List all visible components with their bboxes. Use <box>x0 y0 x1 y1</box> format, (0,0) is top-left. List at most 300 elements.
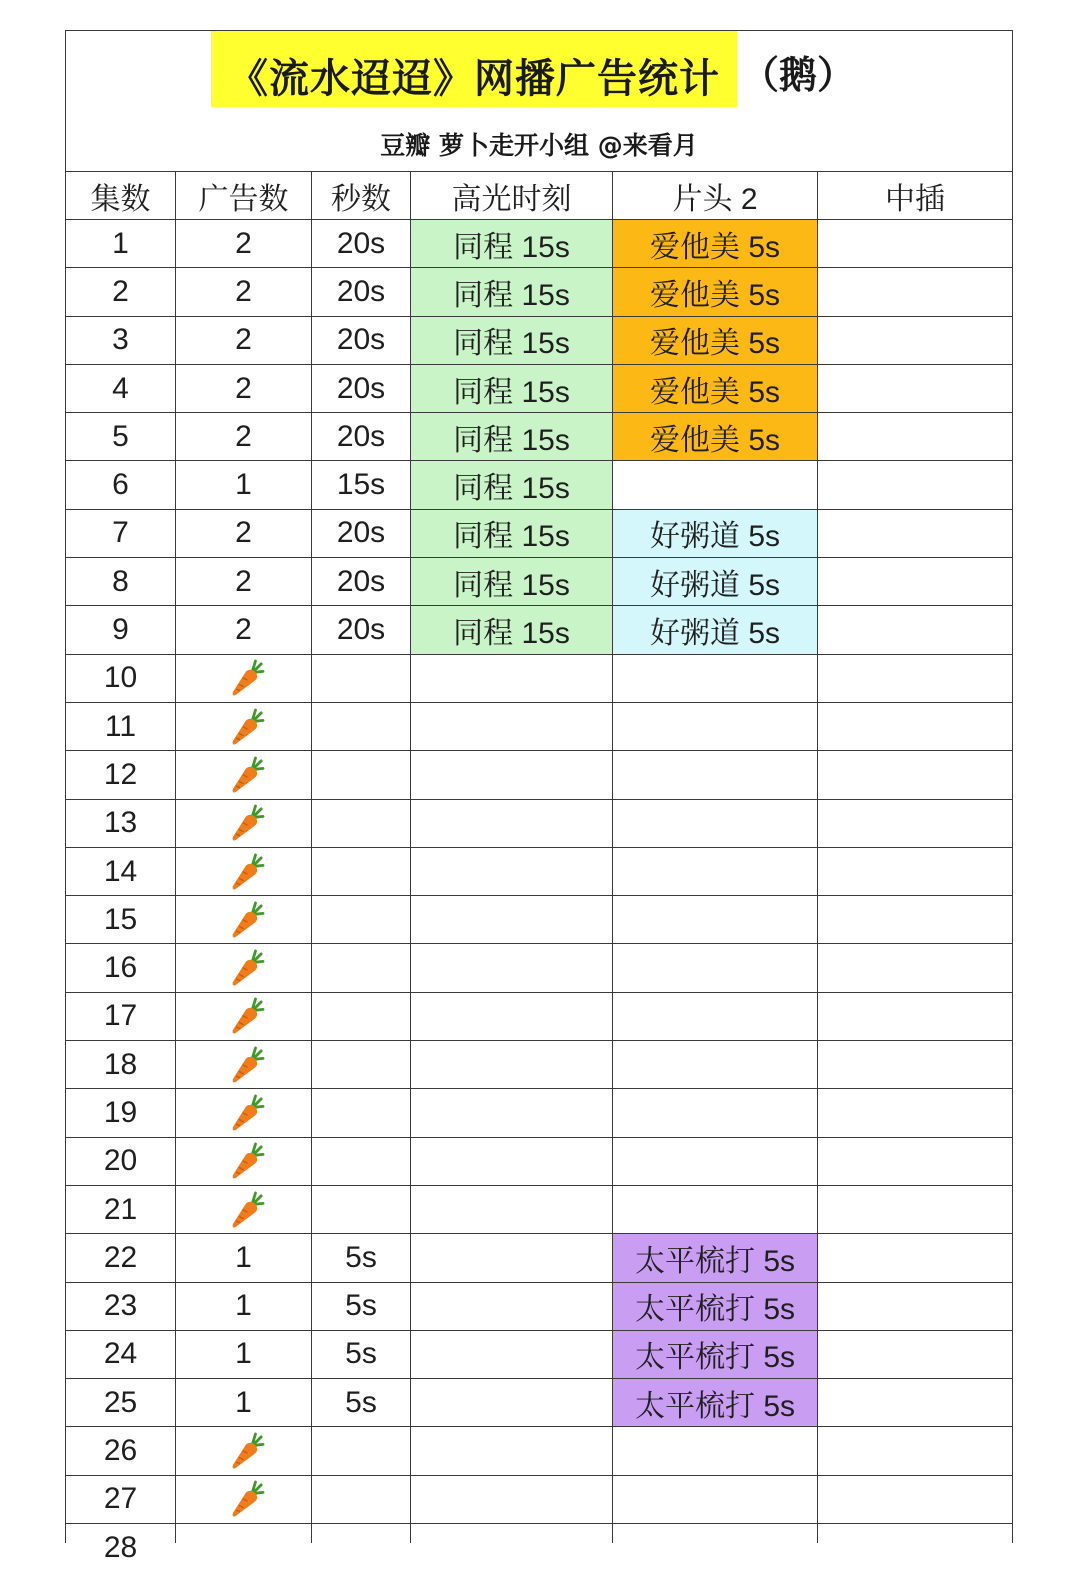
table-row <box>65 1089 1013 1137</box>
ad-count-cell <box>176 1138 312 1186</box>
seconds-value: 20s <box>336 226 386 260</box>
highlight-cell <box>411 558 613 606</box>
table-row <box>65 1379 1013 1427</box>
seconds-value: 20s <box>336 419 386 453</box>
episode-value: 16 <box>103 951 138 985</box>
table-row <box>65 220 1013 268</box>
table-row <box>65 1234 1013 1282</box>
ad-count-value: 2 <box>235 226 252 260</box>
seconds-cell <box>312 703 411 751</box>
table-row <box>65 1186 1013 1234</box>
episode-value: 26 <box>103 1434 138 1468</box>
mid-roll-cell <box>818 461 1013 509</box>
ad-count-cell <box>176 1283 312 1331</box>
mid-roll-cell <box>818 510 1013 558</box>
episode-value: 8 <box>112 564 129 598</box>
highlight-cell <box>411 1138 613 1186</box>
ad-count-value: 1 <box>235 468 252 502</box>
carrot-icon <box>230 804 264 842</box>
episode-cell <box>65 1089 176 1137</box>
ad-count-cell <box>176 1379 312 1427</box>
title-suffix: （鹅） <box>741 53 856 97</box>
opening-2-cell <box>613 606 818 654</box>
opening-2-value: 好粥道 5s <box>649 617 781 651</box>
episode-cell <box>65 1379 176 1427</box>
ad-count-cell <box>176 413 312 461</box>
title-highlight <box>211 31 737 107</box>
opening-2-cell <box>613 413 818 461</box>
carrot-leaves <box>252 710 262 721</box>
carrot-icon <box>230 997 264 1035</box>
seconds-cell <box>312 800 411 848</box>
ad-count-value: 1 <box>235 1289 252 1323</box>
episode-value: 19 <box>103 1095 138 1129</box>
highlight-cell <box>411 1234 613 1282</box>
ad-count-cell <box>176 268 312 316</box>
mid-roll-cell <box>818 558 1013 606</box>
mid-roll-cell <box>818 848 1013 896</box>
episode-cell <box>65 220 176 268</box>
opening-2-cell <box>613 1476 818 1524</box>
table-row <box>65 800 1013 848</box>
ad-count-cell <box>176 993 312 1041</box>
opening-2-cell <box>613 317 818 365</box>
highlight-cell <box>411 655 613 703</box>
episode-value: 24 <box>103 1337 138 1371</box>
ad-count-cell <box>176 317 312 365</box>
opening-2-value: 爱他美 5s <box>649 230 781 264</box>
episode-cell <box>65 1041 176 1089</box>
highlight-cell <box>411 317 613 365</box>
table-row <box>65 993 1013 1041</box>
carrot-icon <box>230 1432 264 1470</box>
seconds-cell <box>312 317 411 365</box>
table-row <box>65 896 1013 944</box>
episode-cell <box>65 1283 176 1331</box>
opening-2-value: 爱他美 5s <box>649 327 781 361</box>
opening-2-cell <box>613 365 818 413</box>
opening-2-cell <box>613 1379 818 1427</box>
seconds-value: 20s <box>336 371 386 405</box>
episode-value: 20 <box>103 1144 138 1178</box>
table-row <box>65 1138 1013 1186</box>
seconds-value: 5s <box>345 1240 377 1274</box>
title-block <box>65 30 1013 172</box>
opening-2-cell <box>613 1186 818 1234</box>
seconds-cell <box>312 1089 411 1137</box>
ad-count-cell <box>176 800 312 848</box>
carrot-leaves <box>252 661 262 672</box>
ad-count-value: 1 <box>235 1337 252 1371</box>
ad-count-cell <box>176 655 312 703</box>
ad-count-value: 2 <box>235 371 252 405</box>
opening-2-cell <box>613 655 818 703</box>
opening-2-cell <box>613 751 818 799</box>
mid-roll-cell <box>818 896 1013 944</box>
ad-count-cell <box>176 1524 312 1543</box>
ad-count-cell <box>176 558 312 606</box>
table-row <box>65 1476 1013 1524</box>
highlight-value: 同程 15s <box>453 617 570 651</box>
highlight-cell <box>411 896 613 944</box>
seconds-cell <box>312 1331 411 1379</box>
carrot-leaves <box>252 1482 262 1493</box>
carrot-icon <box>230 1191 264 1229</box>
carrot-leaves <box>252 806 262 817</box>
highlight-cell <box>411 1186 613 1234</box>
episode-value: 3 <box>112 323 129 357</box>
carrot-icon <box>230 1142 264 1180</box>
highlight-cell <box>411 413 613 461</box>
opening-2-cell <box>613 1089 818 1137</box>
table-row <box>65 944 1013 992</box>
ad-count-value: 1 <box>235 1385 252 1419</box>
carrot-leaves <box>252 951 262 962</box>
ad-count-cell <box>176 1041 312 1089</box>
highlight-cell <box>411 751 613 799</box>
episode-value: 2 <box>112 274 129 308</box>
carrot-body <box>232 1443 257 1469</box>
carrot-leaves <box>252 903 262 914</box>
opening-2-cell <box>613 944 818 992</box>
episode-value: 6 <box>112 468 129 502</box>
seconds-value: 20s <box>336 613 386 647</box>
seconds-cell <box>312 413 411 461</box>
carrot-leaves <box>252 855 262 866</box>
table-row <box>65 655 1013 703</box>
mid-roll-cell <box>818 413 1013 461</box>
seconds-value: 20s <box>336 274 386 308</box>
header-highlight: 高光时刻 <box>411 172 613 220</box>
opening-2-cell <box>613 1041 818 1089</box>
mid-roll-cell <box>818 1234 1013 1282</box>
opening-2-cell <box>613 268 818 316</box>
opening-2-value: 太平梳打 5s <box>634 1244 796 1278</box>
seconds-cell <box>312 1138 411 1186</box>
table-row <box>65 751 1013 799</box>
ad-count-cell <box>176 461 312 509</box>
table-header-row <box>65 172 1013 220</box>
header-ad-count: 广告数 <box>176 172 312 220</box>
table-row <box>65 1331 1013 1379</box>
ad-count-cell <box>176 751 312 799</box>
highlight-value: 同程 15s <box>453 375 570 409</box>
ad-count-cell <box>176 1331 312 1379</box>
opening-2-cell <box>613 1138 818 1186</box>
highlight-cell <box>411 1427 613 1475</box>
mid-roll-cell <box>818 1283 1013 1331</box>
episode-value: 13 <box>103 806 138 840</box>
episode-cell <box>65 365 176 413</box>
seconds-cell <box>312 1186 411 1234</box>
highlight-value: 同程 15s <box>453 230 570 264</box>
episode-cell <box>65 1186 176 1234</box>
episode-cell <box>65 558 176 606</box>
seconds-value: 20s <box>336 516 386 550</box>
highlight-cell <box>411 510 613 558</box>
carrot-icon <box>230 1046 264 1084</box>
seconds-cell <box>312 896 411 944</box>
opening-2-value: 太平梳打 5s <box>634 1389 796 1423</box>
seconds-cell <box>312 1379 411 1427</box>
table-row <box>65 461 1013 509</box>
seconds-cell <box>312 1476 411 1524</box>
episode-value: 18 <box>103 1047 138 1081</box>
highlight-value: 同程 15s <box>453 568 570 602</box>
ad-count-cell <box>176 1427 312 1475</box>
seconds-cell <box>312 993 411 1041</box>
ad-count-cell <box>176 1186 312 1234</box>
opening-2-cell <box>613 510 818 558</box>
opening-2-cell <box>613 220 818 268</box>
ad-count-value: 2 <box>235 419 252 453</box>
episode-cell <box>65 413 176 461</box>
carrot-body <box>232 718 257 744</box>
episode-value: 12 <box>103 757 138 791</box>
ad-count-value: 2 <box>235 274 252 308</box>
table-row <box>65 413 1013 461</box>
seconds-value: 5s <box>345 1385 377 1419</box>
carrot-body <box>232 767 257 793</box>
opening-2-cell <box>613 800 818 848</box>
opening-2-cell <box>613 461 818 509</box>
highlight-value: 同程 15s <box>453 327 570 361</box>
carrot-leaves <box>252 1193 262 1204</box>
header-mid-roll: 中插 <box>818 172 1013 220</box>
opening-2-value: 爱他美 5s <box>649 278 781 312</box>
seconds-cell <box>312 558 411 606</box>
mid-roll-cell <box>818 1427 1013 1475</box>
opening-2-cell <box>613 1283 818 1331</box>
episode-cell <box>65 1331 176 1379</box>
seconds-cell <box>312 268 411 316</box>
episode-value: 23 <box>103 1289 138 1323</box>
ad-count-cell <box>176 896 312 944</box>
carrot-body <box>232 912 257 938</box>
opening-2-cell <box>613 1524 818 1543</box>
seconds-cell <box>312 510 411 558</box>
seconds-cell <box>312 655 411 703</box>
ad-count-cell <box>176 1476 312 1524</box>
episode-cell <box>65 1234 176 1282</box>
carrot-icon <box>230 1094 264 1132</box>
episode-value: 17 <box>103 999 138 1033</box>
carrot-icon <box>230 756 264 794</box>
seconds-value: 20s <box>336 564 386 598</box>
table-row <box>65 1427 1013 1475</box>
table-body <box>65 220 1013 1565</box>
highlight-cell <box>411 1089 613 1137</box>
opening-2-cell <box>613 993 818 1041</box>
seconds-cell <box>312 1041 411 1089</box>
ad-count-cell <box>176 848 312 896</box>
opening-2-value: 好粥道 5s <box>649 520 781 554</box>
header-seconds: 秒数 <box>312 172 411 220</box>
table-row <box>65 317 1013 365</box>
mid-roll-cell <box>818 751 1013 799</box>
carrot-body <box>232 960 257 986</box>
episode-cell <box>65 751 176 799</box>
mid-roll-cell <box>818 993 1013 1041</box>
table-row <box>65 848 1013 896</box>
carrot-icon <box>230 659 264 697</box>
highlight-cell <box>411 461 613 509</box>
episode-cell <box>65 800 176 848</box>
highlight-cell <box>411 1379 613 1427</box>
highlight-cell <box>411 848 613 896</box>
opening-2-cell <box>613 703 818 751</box>
carrot-body <box>232 1201 257 1227</box>
mid-roll-cell <box>818 606 1013 654</box>
header-episode: 集数 <box>65 172 176 220</box>
highlight-cell <box>411 800 613 848</box>
carrot-body <box>232 815 257 841</box>
carrot-leaves <box>252 999 262 1010</box>
carrot-icon <box>230 853 264 891</box>
episode-value: 11 <box>104 709 137 743</box>
episode-value: 10 <box>103 661 138 695</box>
episode-value: 22 <box>103 1240 138 1274</box>
episode-value: 9 <box>112 613 129 647</box>
seconds-cell <box>312 220 411 268</box>
opening-2-cell <box>613 558 818 606</box>
highlight-cell <box>411 220 613 268</box>
episode-value: 7 <box>112 516 129 550</box>
ad-count-cell <box>176 944 312 992</box>
subtitle: 豆瓣 萝卜走开小组 @来看月 <box>380 131 698 160</box>
ad-count-value: 2 <box>235 323 252 357</box>
mid-roll-cell <box>818 655 1013 703</box>
mid-roll-cell <box>818 317 1013 365</box>
mid-roll-cell <box>818 1379 1013 1427</box>
mid-roll-cell <box>818 1186 1013 1234</box>
ad-count-cell <box>176 1089 312 1137</box>
highlight-cell <box>411 606 613 654</box>
ad-count-cell <box>176 510 312 558</box>
episode-cell <box>65 655 176 703</box>
carrot-icon <box>230 901 264 939</box>
ad-count-cell <box>176 220 312 268</box>
episode-cell <box>65 944 176 992</box>
carrot-leaves <box>252 1048 262 1059</box>
episode-cell <box>65 1476 176 1524</box>
table-row <box>65 365 1013 413</box>
episode-value: 1 <box>112 226 129 260</box>
episode-value: 4 <box>112 371 129 405</box>
carrot-icon <box>230 949 264 987</box>
carrot-icon <box>230 1480 264 1518</box>
episode-cell <box>65 703 176 751</box>
highlight-cell <box>411 1524 613 1543</box>
episode-cell <box>65 1524 176 1565</box>
opening-2-cell <box>613 1331 818 1379</box>
page-title: 《流水迢迢》网播广告统计 <box>228 55 720 102</box>
opening-2-value: 太平梳打 5s <box>634 1341 796 1375</box>
highlight-value: 同程 15s <box>453 472 570 506</box>
table-row <box>65 268 1013 316</box>
seconds-cell <box>312 1524 411 1543</box>
highlight-cell <box>411 944 613 992</box>
seconds-value: 5s <box>345 1337 377 1371</box>
episode-value: 28 <box>103 1531 138 1565</box>
ad-count-cell <box>176 606 312 654</box>
episode-cell <box>65 1138 176 1186</box>
ad-count-cell <box>176 1234 312 1282</box>
mid-roll-cell <box>818 1524 1013 1543</box>
mid-roll-cell <box>818 800 1013 848</box>
seconds-cell <box>312 848 411 896</box>
ad-count-cell <box>176 703 312 751</box>
highlight-cell <box>411 1331 613 1379</box>
episode-cell <box>65 461 176 509</box>
mid-roll-cell <box>818 268 1013 316</box>
seconds-cell <box>312 1427 411 1475</box>
seconds-cell <box>312 1283 411 1331</box>
carrot-leaves <box>252 758 262 769</box>
episode-cell <box>65 317 176 365</box>
episode-cell <box>65 896 176 944</box>
ad-stats-table <box>65 30 1013 1565</box>
episode-cell <box>65 268 176 316</box>
ad-count-cell <box>176 365 312 413</box>
episode-value: 27 <box>103 1482 138 1516</box>
opening-2-cell <box>613 848 818 896</box>
seconds-cell <box>312 944 411 992</box>
mid-roll-cell <box>818 1089 1013 1137</box>
highlight-cell <box>411 268 613 316</box>
carrot-leaves <box>252 1434 262 1445</box>
ad-count-value: 2 <box>235 516 252 550</box>
seconds-cell <box>312 1234 411 1282</box>
highlight-cell <box>411 365 613 413</box>
carrot-icon <box>230 708 264 746</box>
episode-value: 14 <box>103 854 138 888</box>
carrot-body <box>232 863 257 889</box>
seconds-value: 5s <box>345 1289 377 1323</box>
table-row <box>65 606 1013 654</box>
opening-2-value: 爱他美 5s <box>649 423 781 457</box>
mid-roll-cell <box>818 1041 1013 1089</box>
seconds-cell <box>312 606 411 654</box>
opening-2-cell <box>613 1234 818 1282</box>
opening-2-value: 爱他美 5s <box>649 375 781 409</box>
seconds-cell <box>312 751 411 799</box>
highlight-cell <box>411 1041 613 1089</box>
episode-value: 15 <box>103 902 138 936</box>
opening-2-value: 好粥道 5s <box>649 568 781 602</box>
ad-count-value: 2 <box>235 613 252 647</box>
highlight-value: 同程 15s <box>453 423 570 457</box>
episode-value: 5 <box>112 419 129 453</box>
opening-2-cell <box>613 896 818 944</box>
carrot-body <box>232 1008 257 1034</box>
ad-count-value: 2 <box>235 564 252 598</box>
ad-count-value: 1 <box>235 1240 252 1274</box>
carrot-body <box>232 1153 257 1179</box>
seconds-cell <box>312 365 411 413</box>
episode-cell <box>65 1427 176 1475</box>
highlight-cell <box>411 1476 613 1524</box>
mid-roll-cell <box>818 1476 1013 1524</box>
table-row <box>65 558 1013 606</box>
mid-roll-cell <box>818 703 1013 751</box>
seconds-value: 20s <box>336 323 386 357</box>
episode-value: 25 <box>103 1385 138 1419</box>
seconds-cell <box>312 461 411 509</box>
carrot-body <box>232 1105 257 1131</box>
carrot-leaves <box>252 1144 262 1155</box>
carrot-body <box>232 670 257 696</box>
